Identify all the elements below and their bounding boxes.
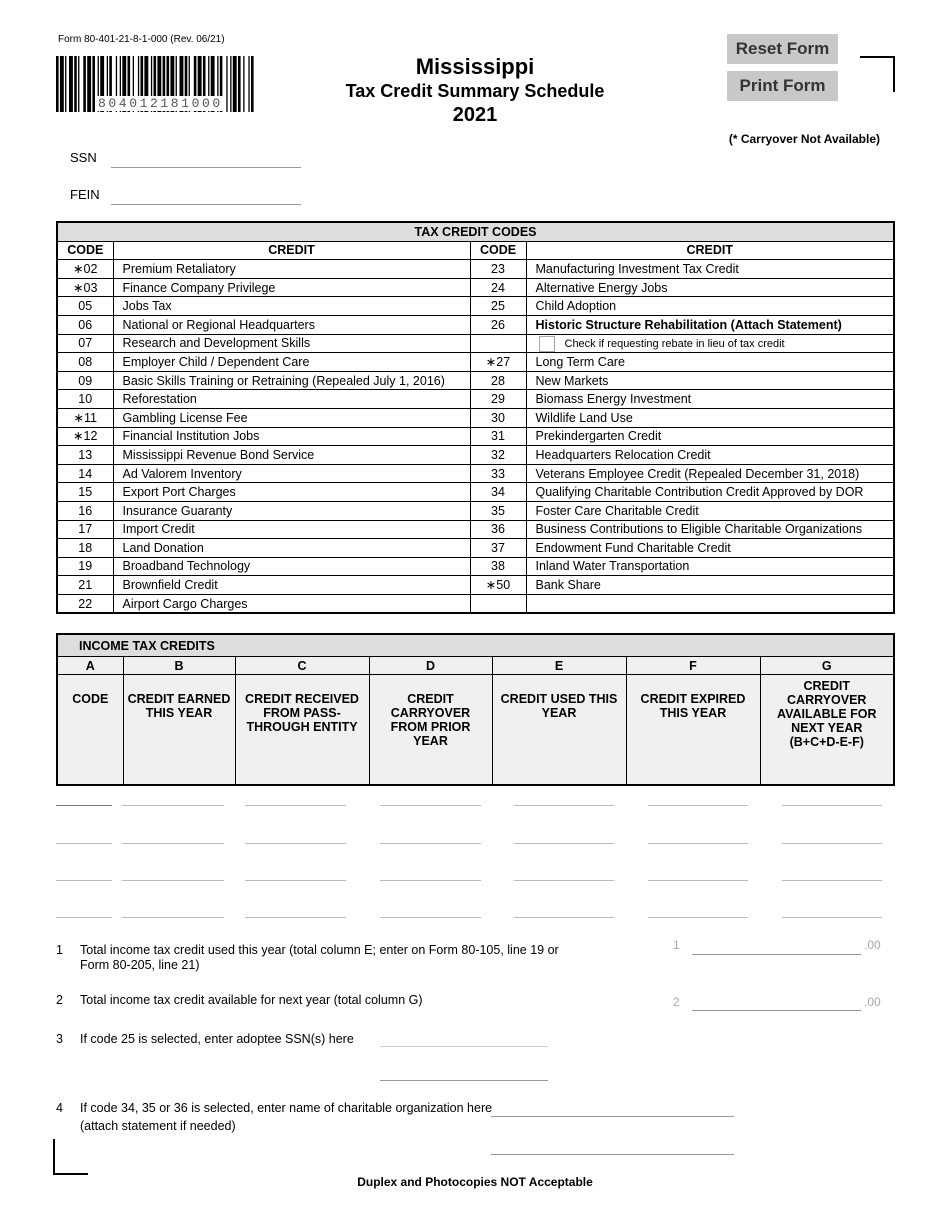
line-2-number: 2 [56,993,63,1007]
credit-entry-field[interactable] [122,843,224,844]
col-letter: G [760,657,894,675]
credit-name: Land Donation [113,539,470,558]
form-title [300,54,650,128]
credit-code: 13 [57,446,113,465]
credit-code: 21 [57,576,113,595]
credit-code [470,594,526,613]
credit-entry-field[interactable] [782,917,882,918]
barcode-bar [226,56,227,112]
credit-code: 18 [57,539,113,558]
credit-name: Inland Water Transportation [526,557,894,576]
code-row [57,501,894,520]
col-credit: CREDIT [113,241,470,260]
credit-name: Prekindergarten Credit [526,427,894,446]
credit-code: ∗02 [57,260,113,279]
credit-name: Long Term Care [526,353,894,372]
credit-name: Brownfield Credit [113,576,470,595]
rebate-checkbox-label: Check if requesting rebate in lieu of tax credit [564,337,785,350]
print-form-button[interactable]: Print Form [727,71,838,101]
credit-name [526,594,894,613]
credit-name: Wildlife Land Use [526,408,894,427]
credit-name: National or Regional Headquarters [113,315,470,334]
credit-name: Export Port Charges [113,483,470,502]
credit-code: ∗27 [470,353,526,372]
col-letter: C [235,657,369,675]
credit-code: ∗50 [470,576,526,595]
credit-entry-field[interactable] [514,880,614,881]
credit-name: Research and Development Skills [113,334,470,353]
credit-code: 30 [470,408,526,427]
barcode-bar [78,56,79,112]
credit-code: 26 [470,315,526,334]
barcode-bar [87,56,91,112]
credit-code: 05 [57,297,113,316]
tax-year: 2021 [452,104,498,126]
credit-name: Premium Retaliatory [113,260,470,279]
credit-entry-field[interactable] [648,880,748,881]
credit-name: Reforestation [113,390,470,409]
barcode-bar [243,56,244,112]
credit-entry-field[interactable] [380,805,481,806]
line-1-text: Total income tax credit used this year (total column E; enter on Form 80-105, line 19 or Form 80-205, line 21) [80,943,559,972]
reset-form-button[interactable]: Reset Form [727,34,838,64]
credit-name: Foster Care Charitable Credit [526,501,894,520]
col-letter: F [626,657,760,675]
code-row [57,371,894,390]
credit-name: Bank Share [526,576,894,595]
credit-entry-field[interactable] [782,805,882,806]
line-3-number: 3 [56,1032,63,1046]
credit-code: 17 [57,520,113,539]
col-header-used: CREDIT USED THIS YEAR [492,675,626,786]
credit-entry-field[interactable] [245,880,346,881]
col-letter: A [57,657,123,675]
col-credit: CREDIT [526,241,894,260]
credit-code: 14 [57,464,113,483]
barcode-bar [74,56,77,112]
line-2-cents: .00 [864,995,881,1009]
barcode-bar [92,56,95,112]
credit-code [470,334,526,353]
code-row [57,390,894,409]
code-row [57,297,894,316]
credit-code: ∗03 [57,278,113,297]
credit-name: Qualifying Charitable Contribution Credit Approved by DOR [526,483,894,502]
registration-mark-bottom-left [53,1139,88,1175]
state-title: Mississippi [415,54,535,79]
barcode-bar [65,56,66,112]
credit-name: Jobs Tax [113,297,470,316]
credit-entry-field[interactable] [56,880,112,881]
credit-name: Child Adoption [526,297,894,316]
credit-code: ∗11 [57,408,113,427]
credit-code: 35 [470,501,526,520]
col-code: CODE [57,241,113,260]
credit-code: 34 [470,483,526,502]
credit-name: Ad Valorem Inventory [113,464,470,483]
code-row [57,464,894,483]
codes-table-title: TAX CREDIT CODES [57,222,894,241]
credit-entry-field[interactable] [782,843,882,844]
credit-code: 06 [57,315,113,334]
credit-code: 19 [57,557,113,576]
credit-entry-field[interactable] [56,805,112,806]
credit-name: Business Contributions to Eligible Charitable Organizations [526,520,894,539]
credit-entry-field[interactable] [56,843,112,844]
credit-code: 16 [57,501,113,520]
credit-name: Gambling License Fee [113,408,470,427]
charity-name-input-1[interactable] [491,1116,734,1117]
barcode-bar [248,56,249,112]
credit-entry-field[interactable] [648,805,748,806]
col-letter: D [369,657,492,675]
adoptee-ssn-input-1[interactable] [380,1046,548,1047]
credit-entry-field[interactable] [122,805,224,806]
credit-name [526,334,894,353]
credit-entry-field[interactable] [380,880,481,881]
barcode-bar [238,56,241,112]
barcode-number: 804012181000 [98,96,223,111]
credit-code: 10 [57,390,113,409]
charity-name-input-2[interactable] [491,1154,734,1155]
col-header-earned: CREDIT EARNED THIS YEAR [123,675,235,786]
credit-code: 31 [470,427,526,446]
credit-code: 07 [57,334,113,353]
credit-name: Insurance Guaranty [113,501,470,520]
ssn-label: SSN [70,150,97,165]
code-row [57,576,894,595]
credit-name: Employer Child / Dependent Care [113,353,470,372]
credit-code: 09 [57,371,113,390]
credit-name: Finance Company Privilege [113,278,470,297]
credit-name: Manufacturing Investment Tax Credit [526,260,894,279]
line-4-number: 4 [56,1101,63,1115]
ssn-input[interactable] [111,153,301,168]
code-row [57,483,894,502]
credit-name: Alternative Energy Jobs [526,278,894,297]
code-row [57,594,894,613]
credit-entry-field[interactable] [122,880,224,881]
credit-code: 08 [57,353,113,372]
credit-name: Endowment Fund Charitable Credit [526,539,894,558]
col-header-received: CREDIT RECEIVED FROM PASS-THROUGH ENTITY [235,675,369,786]
credit-name: Financial Institution Jobs [113,427,470,446]
col-header-carryover-next: CREDIT CARRYOVER AVAILABLE FOR NEXT YEAR (B+C+D-E-F) [760,675,894,786]
col-letter: B [123,657,235,675]
line-2-box-number: 2 [673,995,680,1009]
tax-credit-codes-table [56,221,895,614]
credit-entry-field[interactable] [648,843,748,844]
credit-code: 32 [470,446,526,465]
barcode-bar [69,56,73,112]
line-1-input[interactable] [692,954,861,955]
credit-code: 38 [470,557,526,576]
line-4-subtext: (attach statement if needed) [80,1119,236,1133]
credit-entry-field[interactable] [782,880,882,881]
income-tax-credits-table [56,633,895,786]
credit-entry-field[interactable] [122,917,224,918]
adoptee-ssn-input-2[interactable] [380,1080,548,1081]
code-row [57,427,894,446]
credit-code: 25 [470,297,526,316]
schedule-title: Tax Credit Summary Schedule [345,81,605,101]
col-header-expired: CREDIT EXPIRED THIS YEAR [626,675,760,786]
credit-code: 28 [470,371,526,390]
barcode-bar [251,56,254,112]
footer-note: Duplex and Photocopies NOT Acceptable [357,1175,593,1189]
credit-name: Veterans Employee Credit (Repealed December 31, 2018) [526,464,894,483]
code-row [57,539,894,558]
registration-mark-top-right [860,56,895,92]
credit-entry-field[interactable] [245,917,346,918]
credit-name: Import Credit [113,520,470,539]
line-4-text: If code 34, 35 or 36 is selected, enter name of charitable organization here [80,1101,493,1115]
code-row [57,315,894,334]
barcode-bar [83,56,86,112]
barcode-bar [56,56,59,112]
code-row [57,353,894,372]
barcode-bar [60,56,64,112]
credit-code: 29 [470,390,526,409]
rebate-checkbox[interactable] [539,336,555,352]
barcode-bar [230,56,231,112]
form-number: Form 80-401-21-8-1-000 (Rev. 06/21) [58,34,225,45]
credit-name: Biomass Energy Investment [526,390,894,409]
credit-name: New Markets [526,371,894,390]
code-row [57,334,894,353]
credit-name: Mississippi Revenue Bond Service [113,446,470,465]
credit-entry-field[interactable] [514,805,614,806]
line-1-cents: .00 [864,938,881,952]
code-row [57,557,894,576]
credit-entry-field[interactable] [245,805,346,806]
line-1-box-number: 1 [673,938,680,952]
line-1-number: 1 [56,943,63,957]
fein-input[interactable] [111,190,301,205]
credit-entry-field[interactable] [380,843,481,844]
code-row [57,408,894,427]
credit-code: 23 [470,260,526,279]
credit-code: 22 [57,594,113,613]
code-row [57,446,894,465]
credit-entry-field[interactable] [514,843,614,844]
line-2-text: Total income tax credit available for next year (total column G) [80,993,423,1007]
credit-entry-field[interactable] [245,843,346,844]
credit-entry-field[interactable] [380,917,481,918]
credit-name: Broadband Technology [113,557,470,576]
credit-entry-field[interactable] [648,917,748,918]
col-code: CODE [470,241,526,260]
credit-code: ∗12 [57,427,113,446]
credit-entry-field[interactable] [56,917,112,918]
credit-name: Airport Cargo Charges [113,594,470,613]
credit-name: Headquarters Relocation Credit [526,446,894,465]
carryover-note: (* Carryover Not Available) [728,132,880,146]
credit-code: 24 [470,278,526,297]
col-header-carryover-prior: CREDIT CARRYOVER FROM PRIOR YEAR [369,675,492,786]
credit-code: 36 [470,520,526,539]
credit-entry-field[interactable] [514,917,614,918]
line-3-text: If code 25 is selected, enter adoptee SSN(s) here [80,1032,354,1046]
code-row [57,278,894,297]
col-header-code: CODE [57,675,123,786]
credit-name: Historic Structure Rehabilitation (Attach Statement) [526,315,894,334]
barcode-bar [233,56,237,112]
credit-code: 15 [57,483,113,502]
income-tax-credits-title: INCOME TAX CREDITS [57,634,894,657]
credit-code: 37 [470,539,526,558]
col-letter: E [492,657,626,675]
fein-label: FEIN [70,187,100,202]
code-row [57,520,894,539]
code-row [57,260,894,279]
credit-code: 33 [470,464,526,483]
credit-name: Basic Skills Training or Retraining (Repealed July 1, 2016) [113,371,470,390]
line-2-input[interactable] [692,1010,861,1011]
